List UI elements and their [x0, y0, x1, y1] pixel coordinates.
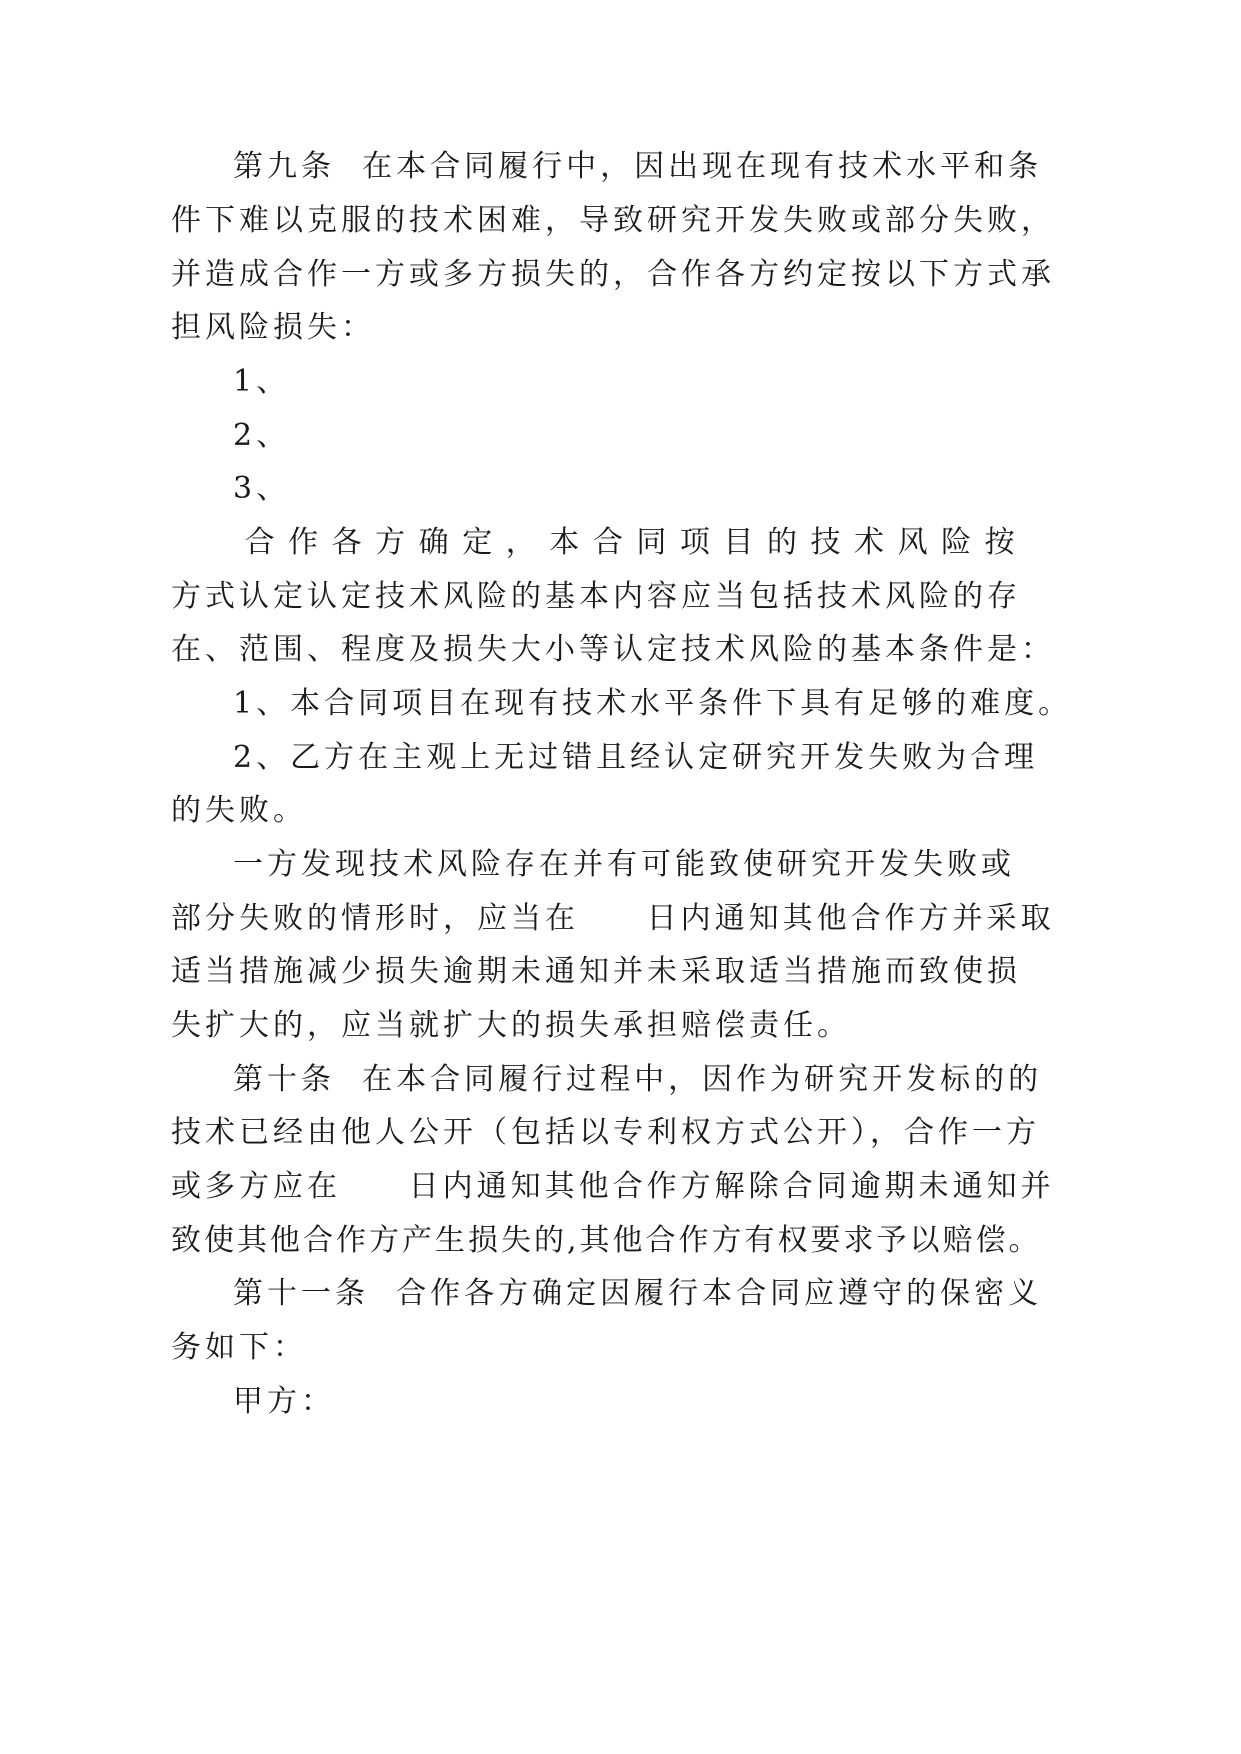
article-11-line-1: 第十一条 合作各方确定因履行本合同应遵守的保密义 [233, 1276, 1043, 1311]
risk-paragraph-line-1: 合 作 各 方 确 定 ， 本 合 同 项 目 的 技 术 风 险 按 [233, 525, 1017, 560]
list-item-2: 2、 [233, 418, 291, 453]
article-9-line-3: 并造成合作一方或多方损失的，合作各方约定按以下方式承 [171, 257, 1055, 292]
risk-paragraph-line-3: 在、范围、程度及损失大小等认定技术风险的基本条件是： [171, 632, 1055, 667]
article-10-line-2: 技术已经由他人公开（包括以专利权方式公开），合作一方 [171, 1115, 1040, 1150]
notice-paragraph-line-2: 部分失败的情形时，应当在 日内通知其他合作方并采取 [171, 901, 1055, 936]
party-a-label: 甲方： [233, 1384, 335, 1419]
article-10-line-3: 或多方应在 日内通知其他合作方解除合同逾期未通知并 [171, 1169, 1055, 1204]
risk-condition-1: 1、本合同项目在现有技术水平条件下具有足够的难度。 [233, 686, 1073, 721]
notice-paragraph-line-3: 适当措施减少损失逾期未通知并未采取适当措施而致使损 [171, 954, 1021, 989]
list-item-3: 3、 [233, 471, 291, 506]
article-11-line-2: 务如下： [171, 1330, 307, 1365]
list-item-1: 1、 [233, 364, 291, 399]
article-9-line-4: 担风险损失： [171, 310, 375, 345]
notice-paragraph-line-1: 一方发现技术风险存在并有可能致使研究开发失败或 [233, 847, 1015, 882]
article-9-line-2: 件下难以克服的技术困难，导致研究开发失败或部分失败， [171, 203, 1055, 238]
article-10-line-1: 第十条 在本合同履行过程中，因作为研究开发标的的 [233, 1062, 1043, 1097]
risk-condition-2-line-2: 的失败。 [171, 793, 307, 828]
article-10-line-4: 致使其他合作方产生损失的,其他合作方有权要求予以赔偿。 [171, 1223, 1042, 1258]
article-9-line-1: 第九条 在本合同履行中，因出现在现有技术水平和条 [233, 149, 1043, 184]
notice-paragraph-line-4: 失扩大的，应当就扩大的损失承担赔偿责任。 [171, 1008, 851, 1043]
risk-paragraph-line-2: 方式认定认定技术风险的基本内容应当包括技术风险的存 [171, 579, 1021, 614]
risk-condition-2-line-1: 2、乙方在主观上无过错且经认定研究开发失败为合理 [233, 740, 1039, 775]
